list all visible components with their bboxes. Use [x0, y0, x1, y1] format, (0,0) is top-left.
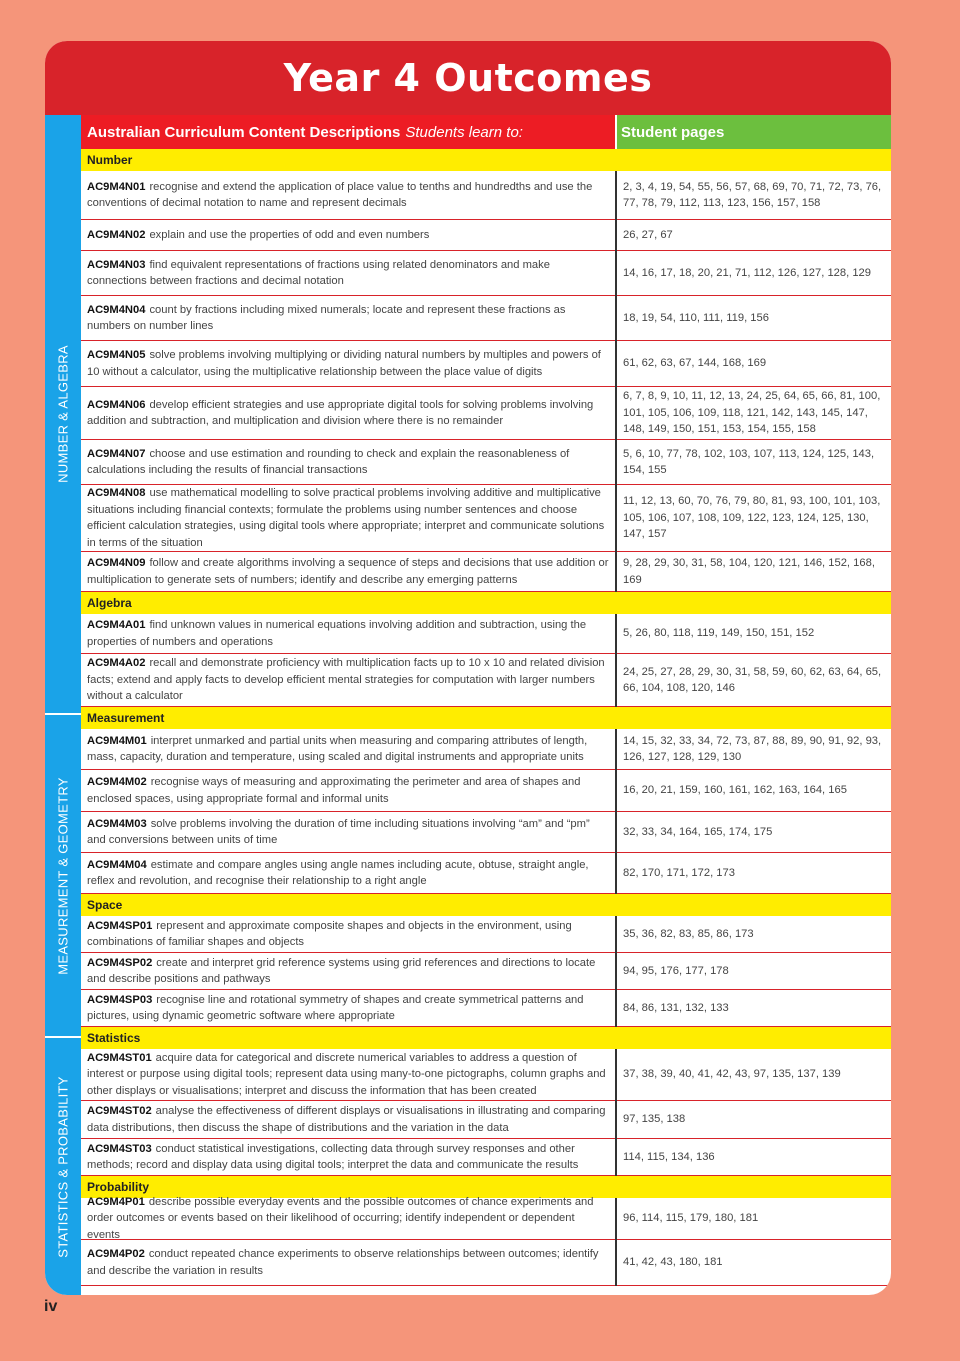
outcome-code: AC9M4SP01: [87, 919, 153, 932]
content-description: [81, 614, 615, 653]
outcome-code: AC9M4N06: [87, 398, 146, 411]
outcome-code: AC9M4ST01: [87, 1051, 152, 1064]
outcome-text: find equivalent representations of fractions using related denominators and make connections between fractions and decimal notation: [87, 258, 550, 287]
column-divider: [615, 1240, 617, 1286]
content-description: [81, 1139, 615, 1175]
student-pages: 11, 12, 13, 60, 70, 76, 79, 80, 81, 93, 100, 101, 103, 105, 106, 107, 108, 109, 122, 123, 124, 125, 130, 147, 157: [623, 495, 881, 541]
content-description: [81, 440, 615, 484]
outcome-text: recognise ways of measuring and approximating the perimeter and area of shapes and enclosed spaces, using appropriate formal and informal units: [87, 776, 581, 805]
strand-measurement-geometry: [45, 715, 81, 1036]
subheading-algebra: Algebra: [81, 592, 891, 614]
outcome-code: AC9M4ST03: [87, 1142, 152, 1155]
subheading-space: Space: [81, 894, 891, 916]
outcome-code: AC9M4N05: [87, 349, 146, 361]
outcome-code: AC9M4N03: [87, 258, 146, 271]
column-divider: [615, 853, 617, 894]
header-cd-italic: Students learn to:: [405, 123, 523, 141]
table-row: [81, 296, 891, 341]
outcome-text: describe possible everyday events and the possible outcomes of chance experiments and order outcomes or events based on their likelihood of occurring; identify independent or dependent events: [87, 1195, 594, 1241]
student-pages: 84, 86, 131, 132, 133: [623, 1001, 729, 1014]
table-row: [81, 341, 891, 387]
subheading-probability: Probability: [81, 1176, 891, 1198]
title-bar: [45, 41, 891, 115]
outcome-text: analyse the effectiveness of different displays or visualisations in illustrating and comparing data distributions, then discuss the shape of distributions and the variation in the data: [87, 1105, 606, 1134]
student-pages: 5, 6, 10, 77, 78, 102, 103, 107, 113, 124, 125, 143, 154, 155: [623, 447, 875, 476]
outcome-text: develop efficient strategies and use appropriate digital tools for solving problems involving addition and subtraction, and multiplication and division where there is no remainder: [87, 398, 594, 427]
column-divider: [615, 251, 617, 296]
outcome-text: count by fractions including mixed numerals; locate and represent these fractions as numbers on number lines: [87, 303, 566, 332]
content-description: [81, 171, 615, 219]
strand-label: NUMBER & ALGEBRA: [55, 345, 71, 483]
student-pages: 37, 38, 39, 40, 41, 42, 43, 97, 135, 137, 139: [623, 1068, 841, 1081]
outcome-code: AC9M4P01: [87, 1195, 145, 1208]
outcome-code: AC9M4N01: [87, 180, 146, 193]
column-divider: [615, 1139, 617, 1176]
column-divider: [615, 654, 617, 707]
content-description: [81, 251, 615, 295]
outcome-code: AC9M4M02: [87, 776, 147, 788]
content-description: [81, 552, 615, 591]
column-divider: [615, 171, 617, 220]
table-row: [81, 990, 891, 1027]
content-description: [81, 387, 615, 439]
content-description: [81, 853, 615, 893]
content-description: [81, 1049, 615, 1100]
column-divider: [615, 341, 617, 387]
table-row: [81, 1195, 891, 1241]
student-pages: 5, 26, 80, 118, 119, 149, 150, 151, 152: [623, 627, 815, 640]
table-row: [81, 812, 891, 853]
outcome-text: conduct statistical investigations, collecting data through survey responses and other methods; record and display data using digital tools; interpret the data and communicate the results: [87, 1142, 579, 1171]
outcome-code: AC9M4ST02: [87, 1105, 152, 1117]
table-row: [81, 1049, 891, 1101]
student-pages: 82, 170, 171, 172, 173: [623, 866, 735, 879]
table-row: [81, 614, 891, 654]
column-divider: [615, 485, 617, 552]
subheading-measurement: Measurement: [81, 707, 891, 729]
column-divider: [615, 729, 617, 770]
strand-label: MEASUREMENT & GEOMETRY: [55, 776, 71, 975]
content-description: [81, 296, 615, 340]
table-row: [81, 440, 891, 485]
student-pages: 18, 19, 54, 110, 111, 119, 156: [623, 311, 769, 324]
strand-sidebar: [45, 115, 81, 1295]
outcome-code: AC9M4M03: [87, 817, 147, 830]
student-pages: 2, 3, 4, 19, 54, 55, 56, 57, 68, 69, 70, 71, 72, 73, 76, 77, 78, 79, 112, 113, 123, 156, 157, 158: [623, 180, 882, 209]
student-pages: 16, 20, 21, 159, 160, 161, 162, 163, 164, 165: [623, 784, 847, 797]
table-row: [81, 729, 891, 770]
column-divider: [615, 812, 617, 853]
outcome-code: AC9M4N04: [87, 303, 146, 316]
table-row: [81, 251, 891, 296]
table-row: [81, 853, 891, 894]
outcome-text: use mathematical modelling to solve practical problems involving additive and multiplicative situations including financial contexts; formulate the problems using number sentences and choose efficient calculation strategies, using digital tools where appropriate; interpret and communicate solutions in terms of the situation: [87, 487, 605, 549]
column-divider: [615, 916, 617, 953]
student-pages: 9, 28, 29, 30, 31, 58, 104, 120, 121, 146, 152, 168, 169: [623, 557, 875, 586]
student-pages: 14, 15, 32, 33, 34, 72, 73, 87, 88, 89, 90, 91, 92, 93, 126, 127, 128, 129, 130: [623, 734, 882, 763]
outcome-text: represent and approximate composite shapes and objects in the environment, using combinations of familiar shapes and objects: [87, 919, 572, 948]
page-number: iv: [44, 1298, 58, 1315]
column-divider: [615, 220, 617, 251]
strand-statistics-probability: [45, 1038, 81, 1295]
outcome-text: solve problems involving the duration of time including situations involving “am” and “pm” and conversions between units of time: [87, 817, 590, 846]
student-pages: 24, 25, 27, 28, 29, 30, 31, 58, 59, 60, 62, 63, 64, 65, 66, 104, 108, 120, 146: [623, 665, 882, 694]
content-description: [81, 1101, 615, 1138]
outcome-code: AC9M4P02: [87, 1248, 145, 1260]
column-divider: [615, 1101, 617, 1139]
table-row: [81, 552, 891, 592]
column-divider: [615, 990, 617, 1027]
table-row: [81, 1101, 891, 1139]
content-description: [81, 812, 615, 852]
student-pages: 94, 95, 176, 177, 178: [623, 964, 729, 977]
outcome-text: choose and use estimation and rounding to check and explain the reasonableness of calculations including the results of financial transactions: [87, 447, 570, 476]
outcome-code: AC9M4SP03: [87, 993, 153, 1006]
content-description: [81, 990, 615, 1026]
column-divider: [615, 296, 617, 341]
table-row: [81, 1139, 891, 1176]
outcome-code: AC9M4N08: [87, 487, 146, 499]
outcome-text: follow and create algorithms involving a sequence of steps and decisions that use addition or multiplication to generate sets of numbers; identify and describe any emerging patterns: [87, 557, 609, 586]
table-row: [81, 387, 891, 440]
column-divider: [615, 770, 617, 812]
table-row: [81, 485, 891, 552]
column-divider: [615, 1198, 617, 1240]
outcome-text: create and interpret grid reference systems using grid references and directions to locate and describe positions and pathways: [87, 956, 596, 985]
student-pages: 32, 33, 34, 164, 165, 174, 175: [623, 825, 773, 838]
student-pages: 61, 62, 63, 67, 144, 168, 169: [623, 357, 767, 370]
column-divider: [615, 953, 617, 990]
content-description: [81, 1240, 615, 1285]
content-description: [81, 916, 615, 952]
student-pages: 26, 27, 67: [623, 228, 673, 241]
outcome-code: AC9M4SP02: [87, 956, 153, 969]
student-pages: 41, 42, 43, 180, 181: [623, 1256, 723, 1269]
content-description: [81, 220, 615, 250]
column-divider: [615, 440, 617, 485]
outcome-text: estimate and compare angles using angle names including acute, obtuse, straight angle, reflex and revolution, and recognise their relationship to a right angle: [87, 858, 589, 887]
outcome-code: AC9M4N09: [87, 557, 146, 569]
outcome-code: AC9M4M01: [87, 734, 147, 747]
table-row: [81, 171, 891, 220]
student-pages: 6, 7, 8, 9, 10, 11, 12, 13, 24, 25, 64, 65, 66, 81, 100, 101, 105, 106, 109, 118, 121, 142, 143, 145, 147, 148, 149, 150, 151, 153, 154, 155, 158: [623, 390, 881, 436]
content-description: [81, 770, 615, 811]
table-row: [81, 770, 891, 812]
outcome-code: AC9M4A02: [87, 657, 146, 670]
table-row: [81, 220, 891, 251]
outcome-text: recognise and extend the application of place value to tenths and hundredths and use the conventions of decimal notation to name and represent decimals: [87, 180, 593, 209]
header-student-pages: Student pages: [617, 115, 891, 149]
strand-number-algebra: [45, 115, 81, 713]
outcome-text: solve problems involving multiplying or dividing natural numbers by multiples and powers of 10 without a calculator, using the multiplicative relationship between the place value of digits: [87, 349, 601, 378]
outcome-code: AC9M4N07: [87, 447, 146, 460]
outcomes-card: [45, 41, 891, 1295]
content-description: [81, 654, 615, 706]
student-pages: 97, 135, 138: [623, 1113, 686, 1126]
content-description: [81, 1195, 615, 1241]
content-description: [81, 341, 615, 386]
table-row: [81, 916, 891, 953]
content-description: [81, 729, 615, 769]
subheading-statistics: Statistics: [81, 1027, 891, 1049]
outcome-code: AC9M4M04: [87, 858, 147, 871]
outcome-text: conduct repeated chance experiments to observe relationships between outcomes; identify and describe the variation in results: [87, 1248, 599, 1277]
column-divider: [615, 387, 617, 440]
subheading-number: Number: [81, 149, 891, 171]
outcome-text: recall and demonstrate proficiency with multiplication facts up to 10 x 10 and related division facts; extend and apply facts to develop efficient mental strategies for computation with larger numbers without a calculator: [87, 657, 605, 703]
header-content-descriptions: [81, 115, 615, 149]
outcome-code: AC9M4N02: [87, 228, 146, 241]
student-pages: 96, 114, 115, 179, 180, 181: [623, 1212, 759, 1225]
column-divider: [615, 552, 617, 592]
table-row: [81, 953, 891, 990]
header-cd-bold: Australian Curriculum Content Descriptions: [87, 123, 401, 141]
column-divider: [615, 1049, 617, 1101]
page-title: Year 4 Outcomes: [283, 56, 653, 100]
student-pages: 14, 16, 17, 18, 20, 21, 71, 112, 126, 127, 128, 129: [623, 266, 871, 279]
column-divider: [615, 614, 617, 654]
outcome-text: find unknown values in numerical equations involving addition and subtraction, using the properties of numbers and operations: [87, 619, 587, 648]
content-description: [81, 953, 615, 989]
table-row: [81, 1240, 891, 1286]
table-row: [81, 654, 891, 707]
outcome-text: acquire data for categorical and discrete numerical variables to address a question of interest or purpose using digital tools; represent data using many-to-one pictographs, column graphs and other displays or visualisations; interpret and discuss the information that has been created: [87, 1051, 606, 1097]
outcome-text: explain and use the properties of odd and even numbers: [149, 228, 430, 241]
outcome-code: AC9M4A01: [87, 619, 146, 631]
student-pages: 35, 36, 82, 83, 85, 86, 173: [623, 927, 754, 940]
strand-label: STATISTICS & PROBABILITY: [55, 1075, 71, 1258]
student-pages: 114, 115, 134, 136: [623, 1150, 715, 1163]
content-description: [81, 485, 615, 551]
outcome-text: recognise line and rotational symmetry of shapes and create symmetrical patterns and pictures, using dynamic geometric software where appropriate: [87, 993, 584, 1022]
outcome-text: interpret unmarked and partial units when measuring and comparing attributes of length, mass, capacity, duration and temperature, using scaled and digital instruments and appropriate units: [87, 734, 588, 763]
